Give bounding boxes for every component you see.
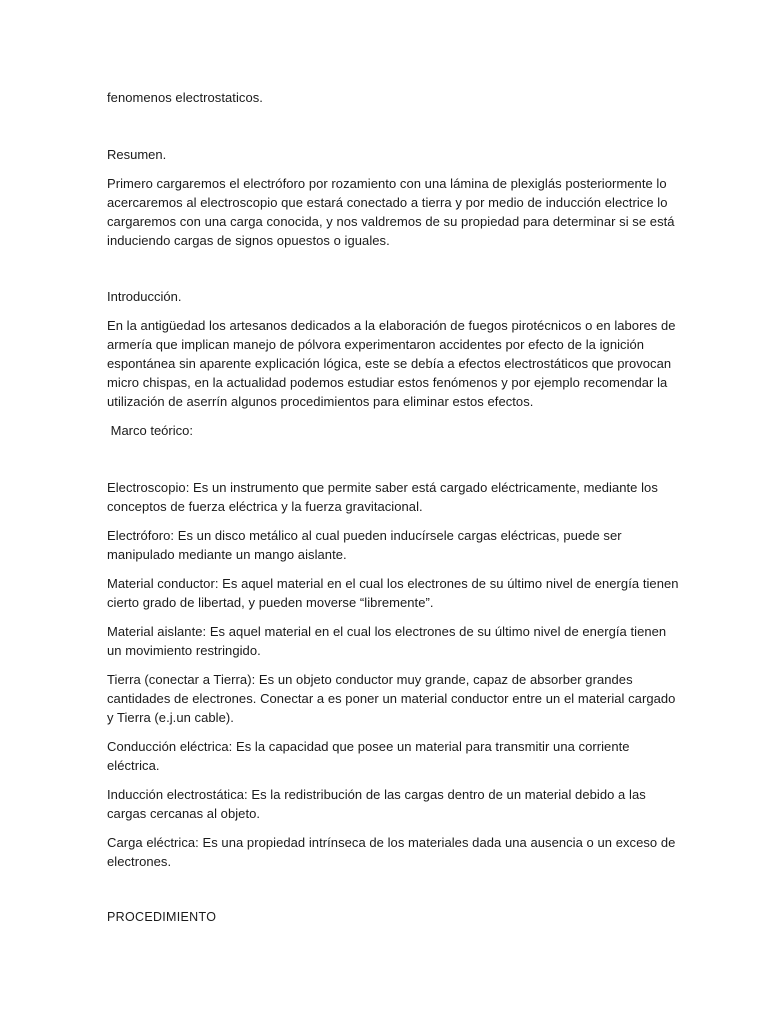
document-title: fenomenos electrostaticos. (107, 90, 263, 105)
procedimiento-heading: PROCEDIMIENTO (107, 910, 217, 924)
marco-teorico-heading: Marco teórico: (107, 423, 193, 438)
definition-electroforo: Electróforo: Es un disco metálico al cual pueden inducírsele cargas eléctricas, puede ser manipulado mediante un mango aislante. (107, 528, 622, 562)
definition-material-aislante: Material aislante: Es aquel material en el cual los electrones de su último nivel de energía tienen un movimiento restringido. (107, 624, 667, 658)
resumen-paragraph: Primero cargaremos el electróforo por rozamiento con una lámina de plexiglás posteriormente lo acercaremos al electroscopio que estará conectado a tierra y por medio de inducción electrice lo cargaremos con una carga conocida, y nos valdremos de su propiedad para determinar si se está induciendo cargas de signos opuestos o iguales. (107, 176, 675, 248)
resumen-heading: Resumen. (107, 147, 167, 162)
definition-electroscopio: Electroscopio: Es un instrumento que permite saber está cargado eléctricamente, mediante los conceptos de fuerza eléctrica y la fuerza gravitacional. (107, 480, 658, 514)
definition-material-conductor: Material conductor: Es aquel material en el cual los electrones de su último nivel de energía tienen cierto grado de libertad, y pueden moverse “libremente”. (107, 576, 679, 610)
introduccion-paragraph: En la antigüedad los artesanos dedicados a la elaboración de fuegos pirotécnicos o en labores de armería que implican manejo de pólvora experimentaron accidentes por efecto de la ignición espontánea sin aparente explicación lógica, este se debía a efectos electrostáticos que provocan micro chispas, en la actualidad podemos estudiar estos fenómenos y por ejemplo recomendar la utilización de aserrín algunos procedimientos para eliminar estos efectos. (107, 318, 676, 409)
definition-tierra: Tierra (conectar a Tierra): Es un objeto conductor muy grande, capaz de absorber grandes cantidades de electrones. Conectar a es poner un material conductor entre un el material cargado y Tierra (e.j.un cable). (107, 672, 676, 725)
definition-carga-electrica: Carga eléctrica: Es una propiedad intrínseca de los materiales dada una ausencia o un exceso de electrones. (107, 835, 676, 869)
introduccion-heading: Introducción. (107, 289, 182, 304)
definition-induccion-electrostatica: Inducción electrostática: Es la redistribución de las cargas dentro de un material debido a las cargas cercanas al objeto. (107, 787, 646, 821)
definition-conduccion-electrica: Conducción eléctrica: Es la capacidad que posee un material para transmitir una corriente eléctrica. (107, 739, 630, 773)
